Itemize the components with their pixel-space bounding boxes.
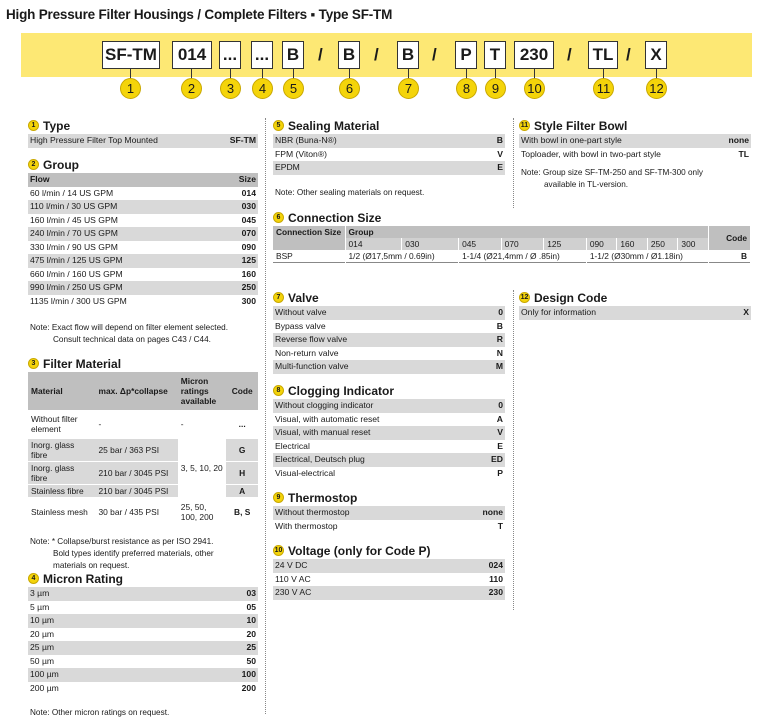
note: Note: Other sealing materials on request. <box>275 187 425 197</box>
section-number: 9 <box>273 492 284 503</box>
list-item: FPM (Viton®) V <box>275 148 503 159</box>
code-box-connection: B <box>338 41 360 69</box>
list-item: Electrical, Deutsch plug ED <box>273 453 505 467</box>
code-box-group: 014 <box>172 41 212 69</box>
list-item: Only for information X <box>519 306 751 320</box>
section-title: Thermostop <box>288 490 358 505</box>
list-item: 10 µm 10 <box>28 614 258 628</box>
list-item: 110 V AC 110 <box>275 573 503 584</box>
code-number-circle: 3 <box>220 78 241 99</box>
section-clogging-indicator <box>273 383 505 480</box>
note: Note: * Collapse/burst resistance as per ISO 2941. Bold types identify preferred materials, other materials on request. <box>30 536 214 570</box>
section-micron-rating <box>28 571 258 717</box>
list-item: Multi-function valve M <box>273 360 505 374</box>
code-number-circle: 8 <box>456 78 477 99</box>
section-number: 7 <box>273 292 284 303</box>
code-separator: / <box>432 45 437 64</box>
section-number: 3 <box>28 358 39 369</box>
list-item: 60 l/min / 14 US GPM 014 <box>30 187 256 198</box>
list-item: 24 V DC 024 <box>273 559 505 573</box>
column-divider <box>513 118 514 208</box>
column-divider <box>265 118 266 714</box>
section-title: Group <box>43 157 79 172</box>
section-group <box>28 157 258 346</box>
section-title: Voltage (only for Code P) <box>288 543 431 558</box>
section-title: Clogging Indicator <box>288 383 394 398</box>
list-item: 1135 l/min / 300 US GPM 300 <box>30 295 256 306</box>
list-item: Visual-electrical P <box>275 467 503 478</box>
list-item: 50 µm 50 <box>30 655 256 666</box>
code-separator: / <box>567 45 572 64</box>
list-item: With bowl in one-part style none <box>519 134 751 148</box>
section-sealing-material <box>273 118 505 199</box>
section-voltage <box>273 543 505 600</box>
list-item: Toploader, with bowl in two-part style TL <box>521 148 749 159</box>
list-item: NBR (Buna-N®) B <box>273 134 505 148</box>
code-box-clogging: P <box>455 41 477 69</box>
code-box-valve: B <box>397 41 419 69</box>
section-number: 5 <box>273 120 284 131</box>
note: Note: Exact flow will depend on filter element selected. Consult technical data on pages C43 / C44. <box>30 323 228 344</box>
list-item: Visual, with automatic reset A <box>275 413 503 424</box>
list-item: 990 l/min / 250 US GPM 250 <box>28 281 258 295</box>
table-header: Flow Size <box>28 173 258 187</box>
code-box-design: X <box>645 41 667 69</box>
section-thermostop <box>273 490 505 533</box>
list-item: 200 µm 200 <box>30 682 256 693</box>
list-item: Visual, with manual reset V <box>273 426 505 440</box>
code-number-circle: 9 <box>485 78 506 99</box>
section-number: 4 <box>28 573 39 584</box>
section-type <box>28 118 258 148</box>
list-item: 100 µm 100 <box>28 668 258 682</box>
list-item: Bypass valve B <box>275 320 503 331</box>
list-item: 660 l/min / 160 US GPM 160 <box>30 268 256 279</box>
list-item: With thermostop T <box>275 520 503 531</box>
column-divider <box>513 290 514 610</box>
code-number-circle: 11 <box>593 78 614 99</box>
code-box-sealing: B <box>282 41 304 69</box>
list-item: 240 l/min / 70 US GPM 070 <box>28 227 258 241</box>
code-number-circle: 2 <box>181 78 202 99</box>
code-box-voltage: 230 <box>514 41 554 69</box>
section-number: 1 <box>28 120 39 131</box>
code-number-circle: 5 <box>283 78 304 99</box>
section-number: 12 <box>520 294 529 301</box>
section-title: Connection Size <box>288 210 382 225</box>
page-title: High Pressure Filter Housings / Complete Filters ▪ Type SF-TM <box>6 7 393 22</box>
section-number: 2 <box>28 159 39 170</box>
list-item: 25 µm 25 <box>28 641 258 655</box>
list-item: 330 l/min / 90 US GPM 090 <box>30 241 256 252</box>
list-item: High Pressure Filter Top Mounted SF-TM <box>28 134 258 148</box>
code-separator: / <box>626 45 631 64</box>
list-item: 20 µm 20 <box>30 628 256 639</box>
code-separator: / <box>374 45 379 64</box>
section-title: Sealing Material <box>288 118 380 133</box>
list-item: EPDM E <box>273 161 505 175</box>
list-item: Without valve 0 <box>273 306 505 320</box>
list-item: 160 l/min / 45 US GPM 045 <box>30 214 256 225</box>
code-number-circle: 10 <box>524 78 545 99</box>
note: Note: Group size SF-TM-250 and SF-TM-300 only available in TL-version. <box>521 168 704 189</box>
code-box-thermostop: T <box>484 41 506 69</box>
list-item: Non-return valve N <box>275 347 503 358</box>
code-number-circle: 1 <box>120 78 141 99</box>
list-item: 5 µm 05 <box>30 601 256 612</box>
list-item: 475 l/min / 125 US GPM 125 <box>28 254 258 268</box>
code-box-type: SF-TM <box>102 41 160 69</box>
list-item: Reverse flow valve R <box>273 333 505 347</box>
section-title: Valve <box>288 290 319 305</box>
code-box-filter-material: ... <box>219 41 241 69</box>
section-valve <box>273 290 505 374</box>
code-box-bowl: TL <box>588 41 618 69</box>
section-number: 8 <box>273 385 284 396</box>
section-number: 10 <box>274 547 283 554</box>
section-style-filter-bowl <box>519 118 751 191</box>
note: Note: Other micron ratings on request. <box>30 708 170 717</box>
section-title: Filter Material <box>43 356 122 371</box>
code-number-circle: 12 <box>646 78 667 99</box>
section-design-code <box>519 290 751 320</box>
section-title: Design Code <box>534 290 608 305</box>
code-number-circle: 6 <box>339 78 360 99</box>
section-connection-size <box>273 210 751 263</box>
connection-size-table: Connection Size Group Code 014 030 045 070 125 090 160 250 300 BSP 1/2 (Ø17,5mm / 0.69in) 1-1/4 (Ø21,4mm / Ø .85in) 1-1/2 (Ø30mm / Ø1.18in) B <box>273 226 751 263</box>
code-separator: / <box>318 45 323 64</box>
section-title: Micron Rating <box>43 571 123 586</box>
code-number-circle: 4 <box>252 78 273 99</box>
section-title: Style Filter Bowl <box>534 118 628 133</box>
list-item: 230 V AC 230 <box>273 586 505 600</box>
list-item: 110 l/min / 30 US GPM 030 <box>28 200 258 214</box>
section-filter-material <box>28 356 258 572</box>
list-item: 3 µm 03 <box>28 587 258 601</box>
filter-material-table: Material max. Δp*collapse Micron ratings available Code Without filter element - - ... Inorg. glass fibre 25 bar / 363 PSI 3, 5, 10, 20 G Inorg. glass fibre 210 bar / 3045 PSI H Stainless fibre 210 bar / 3045 PSI A Stainless mesh 30 bar / 435 PSI 25, 50, 100, 200 B, S <box>28 372 258 528</box>
section-number: 11 <box>520 122 529 129</box>
section-number: 6 <box>273 212 284 223</box>
code-box-micron: ... <box>251 41 273 69</box>
list-item: Without thermostop none <box>273 506 505 520</box>
list-item: Electrical E <box>275 440 503 451</box>
section-title: Type <box>43 118 71 133</box>
code-number-circle: 7 <box>398 78 419 99</box>
list-item: Without clogging indicator 0 <box>273 399 505 413</box>
